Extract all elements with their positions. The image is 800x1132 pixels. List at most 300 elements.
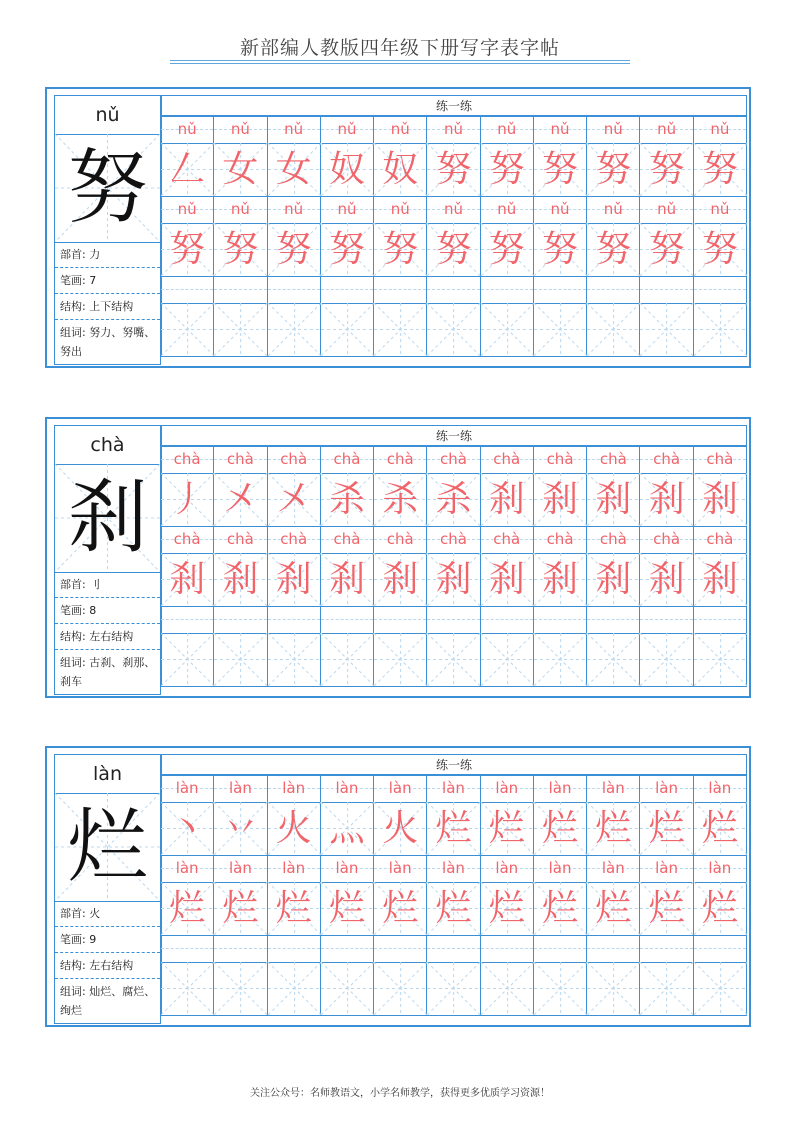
trace-char: 烂 bbox=[595, 888, 632, 929]
blank-practice-cell[interactable] bbox=[587, 962, 640, 1016]
blank-practice-cell[interactable] bbox=[161, 935, 214, 963]
pinyin-text: chà bbox=[440, 450, 467, 468]
blank-practice-cell[interactable] bbox=[427, 962, 480, 1016]
stroke-step-cell bbox=[214, 473, 267, 527]
pinyin-text: nǔ bbox=[550, 200, 570, 218]
pinyin-cell bbox=[481, 196, 534, 224]
trace-cell bbox=[374, 553, 427, 607]
main-character-box bbox=[55, 134, 160, 243]
trace-char: 刹 bbox=[542, 559, 579, 600]
pinyin-cell bbox=[640, 446, 693, 474]
trace-cell bbox=[321, 882, 374, 936]
blank-practice-cell[interactable] bbox=[374, 303, 427, 357]
trace-cell bbox=[481, 882, 534, 936]
character-card bbox=[45, 417, 751, 698]
pinyin-text: nǔ bbox=[603, 200, 623, 218]
character-info-panel bbox=[54, 425, 161, 695]
main-character: 努 bbox=[67, 141, 148, 234]
stroke-step-cell bbox=[481, 802, 534, 856]
blank-practice-cell[interactable] bbox=[161, 276, 214, 304]
info-words bbox=[55, 650, 160, 695]
stroke-step-char: 烂 bbox=[488, 808, 525, 849]
blank-practice-cell[interactable] bbox=[694, 962, 747, 1016]
info-radical-value: 力 bbox=[89, 248, 101, 261]
info-radical bbox=[55, 572, 160, 598]
stroke-step-char: 刹 bbox=[648, 479, 685, 520]
pinyin-cell bbox=[587, 196, 640, 224]
pinyin-text: chà bbox=[280, 450, 308, 468]
pinyin-cell bbox=[694, 775, 747, 803]
stroke-step-cell bbox=[534, 143, 587, 197]
main-pinyin: chà bbox=[55, 426, 160, 465]
stroke-step-char: 杀 bbox=[435, 479, 472, 520]
stroke-step-char: 刹 bbox=[542, 479, 579, 520]
pinyin-cell bbox=[640, 196, 693, 224]
pinyin-text: làn bbox=[601, 859, 625, 877]
practice-panel bbox=[161, 425, 747, 695]
pinyin-text: làn bbox=[388, 859, 412, 877]
blank-practice-cell[interactable] bbox=[587, 303, 640, 357]
stroke-step-cell bbox=[214, 143, 267, 197]
stroke-step-char: 火 bbox=[382, 808, 419, 849]
info-strokes-label: 笔画: bbox=[60, 933, 90, 946]
blank-practice-cell[interactable] bbox=[481, 633, 534, 687]
pinyin-cell bbox=[481, 855, 534, 883]
stroke-step-char: 烂 bbox=[542, 808, 579, 849]
blank-practice-cell[interactable] bbox=[321, 606, 374, 634]
trace-cell bbox=[640, 223, 693, 277]
trace-char: 烂 bbox=[222, 888, 259, 929]
blank-practice-cell[interactable] bbox=[481, 935, 534, 963]
stroke-step-char: 努 bbox=[435, 149, 472, 190]
stroke-step-char: 努 bbox=[701, 149, 738, 190]
stroke-step-cell bbox=[694, 143, 747, 197]
stroke-step-char: 努 bbox=[648, 149, 685, 190]
blank-practice-cell[interactable] bbox=[321, 303, 374, 357]
pinyin-cell bbox=[534, 196, 587, 224]
blank-practice-cell[interactable] bbox=[427, 606, 480, 634]
pinyin-cell bbox=[268, 855, 321, 883]
pinyin-cell bbox=[161, 446, 214, 474]
trace-cell bbox=[161, 882, 214, 936]
info-structure bbox=[55, 953, 160, 979]
stroke-step-char: 女 bbox=[222, 149, 259, 190]
pinyin-cell bbox=[268, 775, 321, 803]
blank-practice-cell[interactable] bbox=[640, 606, 693, 634]
info-structure-value: 左右结构 bbox=[89, 959, 134, 972]
trace-char: 努 bbox=[275, 229, 312, 270]
info-structure-value: 左右结构 bbox=[89, 630, 134, 643]
blank-practice-cell[interactable] bbox=[268, 606, 321, 634]
pinyin-cell bbox=[587, 775, 640, 803]
stroke-step-char: 杀 bbox=[328, 479, 365, 520]
info-radical bbox=[55, 901, 160, 927]
blank-practice-cell[interactable] bbox=[214, 633, 267, 687]
pinyin-cell bbox=[427, 775, 480, 803]
pinyin-text: làn bbox=[335, 779, 359, 797]
trace-char: 烂 bbox=[488, 888, 525, 929]
trace-char: 刹 bbox=[701, 559, 738, 600]
pinyin-text: làn bbox=[495, 859, 519, 877]
stroke-step-char: 烂 bbox=[435, 808, 472, 849]
blank-practice-cell[interactable] bbox=[161, 606, 214, 634]
blank-practice-cell[interactable] bbox=[587, 606, 640, 634]
info-structure bbox=[55, 624, 160, 650]
stroke-step-char: 火 bbox=[275, 808, 312, 849]
main-character-box bbox=[55, 793, 160, 902]
practice-row bbox=[161, 633, 747, 686]
info-radical-label: 部首: bbox=[60, 248, 90, 261]
trace-char: 刹 bbox=[328, 559, 365, 600]
info-strokes bbox=[55, 927, 160, 953]
pinyin-cell bbox=[161, 775, 214, 803]
stroke-step-cell bbox=[268, 473, 321, 527]
practice-heading: 练一练 bbox=[161, 95, 747, 116]
blank-practice-cell[interactable] bbox=[161, 962, 214, 1016]
pinyin-cell bbox=[161, 526, 214, 554]
info-strokes bbox=[55, 268, 160, 294]
pinyin-text: nǔ bbox=[657, 120, 677, 138]
practice-row bbox=[161, 303, 747, 356]
pinyin-cell bbox=[640, 775, 693, 803]
pinyin-text: nǔ bbox=[230, 200, 250, 218]
pinyin-cell bbox=[321, 116, 374, 144]
practice-row bbox=[161, 935, 747, 962]
stroke-step-char: 奴 bbox=[328, 149, 365, 190]
blank-practice-cell[interactable] bbox=[268, 276, 321, 304]
blank-practice-cell[interactable] bbox=[214, 606, 267, 634]
stroke-step-cell bbox=[268, 143, 321, 197]
info-words bbox=[55, 979, 160, 1024]
blank-practice-cell[interactable] bbox=[640, 935, 693, 963]
blank-practice-cell[interactable] bbox=[640, 276, 693, 304]
blank-practice-cell[interactable] bbox=[534, 606, 587, 634]
blank-practice-cell[interactable] bbox=[481, 606, 534, 634]
pinyin-text: nǔ bbox=[550, 120, 570, 138]
blank-practice-cell[interactable] bbox=[214, 935, 267, 963]
pinyin-cell bbox=[694, 855, 747, 883]
stroke-step-cell bbox=[640, 143, 693, 197]
trace-char: 烂 bbox=[542, 888, 579, 929]
stroke-step-cell bbox=[374, 143, 427, 197]
info-words-label: 组词: bbox=[60, 656, 90, 669]
practice-panel bbox=[161, 95, 747, 365]
pinyin-cell bbox=[587, 446, 640, 474]
pinyin-text: nǔ bbox=[497, 120, 517, 138]
pinyin-text: chà bbox=[546, 530, 574, 548]
blank-practice-cell[interactable] bbox=[534, 303, 587, 357]
blank-practice-cell[interactable] bbox=[534, 935, 587, 963]
pinyin-text: nǔ bbox=[177, 120, 197, 138]
stroke-step-char: 刹 bbox=[595, 479, 632, 520]
practice-heading: 练一练 bbox=[161, 754, 747, 775]
stroke-step-cell bbox=[640, 802, 693, 856]
trace-cell bbox=[587, 223, 640, 277]
blank-practice-cell[interactable] bbox=[427, 633, 480, 687]
practice-row bbox=[161, 196, 747, 223]
pinyin-text: làn bbox=[335, 859, 359, 877]
pinyin-cell bbox=[481, 526, 534, 554]
pinyin-text: nǔ bbox=[337, 120, 357, 138]
trace-cell bbox=[268, 223, 321, 277]
trace-cell bbox=[534, 223, 587, 277]
blank-practice-cell[interactable] bbox=[481, 303, 534, 357]
blank-practice-cell[interactable] bbox=[481, 276, 534, 304]
trace-cell bbox=[587, 882, 640, 936]
pinyin-cell bbox=[694, 446, 747, 474]
blank-practice-cell[interactable] bbox=[374, 276, 427, 304]
character-info-panel bbox=[54, 754, 161, 1024]
pinyin-text: chà bbox=[386, 530, 414, 548]
pinyin-cell bbox=[427, 446, 480, 474]
info-structure-label: 结构: bbox=[60, 300, 90, 313]
trace-char: 努 bbox=[701, 229, 738, 270]
blank-practice-cell[interactable] bbox=[374, 606, 427, 634]
blank-practice-cell[interactable] bbox=[640, 962, 693, 1016]
trace-char: 刹 bbox=[488, 559, 525, 600]
trace-char: 努 bbox=[488, 229, 525, 270]
stroke-step-cell bbox=[268, 802, 321, 856]
pinyin-text: nǔ bbox=[443, 120, 463, 138]
blank-practice-cell[interactable] bbox=[321, 962, 374, 1016]
pinyin-cell bbox=[427, 116, 480, 144]
stroke-step-char: 奴 bbox=[382, 149, 419, 190]
blank-practice-cell[interactable] bbox=[374, 962, 427, 1016]
stroke-step-char: 努 bbox=[542, 149, 579, 190]
pinyin-text: làn bbox=[495, 779, 519, 797]
trace-char: 烂 bbox=[169, 888, 206, 929]
blank-practice-cell[interactable] bbox=[268, 935, 321, 963]
pinyin-text: chà bbox=[173, 450, 201, 468]
character-card bbox=[45, 746, 751, 1027]
info-strokes-label: 笔画: bbox=[60, 604, 90, 617]
pinyin-cell bbox=[268, 526, 321, 554]
pinyin-cell bbox=[694, 526, 747, 554]
blank-practice-cell[interactable] bbox=[268, 303, 321, 357]
pinyin-cell bbox=[587, 526, 640, 554]
practice-row bbox=[161, 775, 747, 802]
blank-practice-cell[interactable] bbox=[374, 935, 427, 963]
pinyin-cell bbox=[427, 196, 480, 224]
pinyin-cell bbox=[534, 775, 587, 803]
trace-cell bbox=[214, 553, 267, 607]
blank-practice-cell[interactable] bbox=[534, 962, 587, 1016]
stroke-step-cell bbox=[374, 802, 427, 856]
blank-practice-cell[interactable] bbox=[374, 633, 427, 687]
pinyin-cell bbox=[321, 775, 374, 803]
practice-row bbox=[161, 276, 747, 303]
character-card bbox=[45, 87, 751, 368]
pinyin-cell bbox=[161, 196, 214, 224]
trace-char: 努 bbox=[328, 229, 365, 270]
pinyin-text: chà bbox=[226, 450, 254, 468]
trace-char: 烂 bbox=[648, 888, 685, 929]
pinyin-text: chà bbox=[440, 530, 467, 548]
pinyin-text: nǔ bbox=[230, 120, 250, 138]
blank-practice-cell[interactable] bbox=[481, 962, 534, 1016]
trace-char: 努 bbox=[435, 229, 472, 270]
stroke-step-cell bbox=[374, 473, 427, 527]
pinyin-text: làn bbox=[655, 779, 679, 797]
pinyin-text: nǔ bbox=[710, 120, 730, 138]
pinyin-text: làn bbox=[282, 859, 306, 877]
pinyin-cell bbox=[161, 855, 214, 883]
blank-practice-cell[interactable] bbox=[427, 276, 480, 304]
pinyin-text: làn bbox=[175, 859, 199, 877]
blank-practice-cell[interactable] bbox=[161, 303, 214, 357]
blank-practice-cell[interactable] bbox=[268, 633, 321, 687]
pinyin-cell bbox=[374, 196, 427, 224]
blank-practice-cell[interactable] bbox=[268, 962, 321, 1016]
pinyin-text: nǔ bbox=[390, 120, 410, 138]
trace-char: 刹 bbox=[435, 559, 472, 600]
blank-practice-cell[interactable] bbox=[694, 935, 747, 963]
stroke-step-cell bbox=[694, 473, 747, 527]
trace-char: 努 bbox=[648, 229, 685, 270]
trace-char: 烂 bbox=[275, 888, 312, 929]
pinyin-cell bbox=[374, 855, 427, 883]
stroke-step-cell bbox=[321, 473, 374, 527]
pinyin-text: chà bbox=[653, 530, 681, 548]
main-pinyin: nǔ bbox=[55, 96, 160, 135]
trace-cell bbox=[534, 553, 587, 607]
pinyin-text: làn bbox=[175, 779, 199, 797]
pinyin-text: chà bbox=[546, 450, 574, 468]
info-strokes bbox=[55, 598, 160, 624]
pinyin-text: làn bbox=[228, 859, 252, 877]
blank-practice-cell[interactable] bbox=[321, 276, 374, 304]
page-footer: 关注公众号：名师教语文，小学名师教学，获得更多优质学习资源！ bbox=[250, 1088, 550, 1099]
pinyin-cell bbox=[268, 196, 321, 224]
trace-cell bbox=[214, 223, 267, 277]
trace-cell bbox=[427, 553, 480, 607]
pinyin-cell bbox=[694, 116, 747, 144]
pinyin-cell bbox=[481, 446, 534, 474]
pinyin-cell bbox=[268, 446, 321, 474]
info-words-value: 灿烂、腐烂、绚烂 bbox=[60, 985, 156, 1017]
stroke-step-cell bbox=[321, 802, 374, 856]
stroke-step-cell bbox=[587, 143, 640, 197]
practice-row bbox=[161, 116, 747, 143]
stroke-step-cell bbox=[534, 473, 587, 527]
pinyin-text: làn bbox=[282, 779, 306, 797]
pinyin-cell bbox=[161, 116, 214, 144]
practice-row bbox=[161, 962, 747, 1015]
pinyin-text: làn bbox=[708, 859, 732, 877]
blank-practice-cell[interactable] bbox=[321, 935, 374, 963]
practice-row bbox=[161, 223, 747, 276]
blank-practice-cell[interactable] bbox=[587, 935, 640, 963]
pinyin-text: chà bbox=[706, 450, 734, 468]
pinyin-text: chà bbox=[333, 450, 361, 468]
pinyin-cell bbox=[321, 855, 374, 883]
trace-char: 烂 bbox=[435, 888, 472, 929]
stroke-step-char: 努 bbox=[595, 149, 632, 190]
pinyin-text: nǔ bbox=[337, 200, 357, 218]
trace-char: 烂 bbox=[382, 888, 419, 929]
info-radical-label: 部首: bbox=[60, 578, 90, 591]
pinyin-cell bbox=[481, 775, 534, 803]
info-structure-value: 上下结构 bbox=[89, 300, 134, 313]
stroke-step-char: 灬 bbox=[328, 808, 365, 849]
blank-practice-cell[interactable] bbox=[694, 303, 747, 357]
stroke-step-char: 丿 bbox=[169, 479, 206, 520]
pinyin-cell bbox=[321, 526, 374, 554]
title-rule-top bbox=[170, 60, 630, 61]
info-radical bbox=[55, 242, 160, 268]
trace-cell bbox=[640, 553, 693, 607]
pinyin-text: nǔ bbox=[284, 200, 304, 218]
pinyin-cell bbox=[268, 116, 321, 144]
stroke-step-char: 丶 bbox=[169, 808, 206, 849]
pinyin-cell bbox=[534, 855, 587, 883]
pinyin-cell bbox=[374, 446, 427, 474]
blank-practice-cell[interactable] bbox=[587, 633, 640, 687]
stroke-step-cell bbox=[587, 473, 640, 527]
pinyin-text: chà bbox=[493, 450, 521, 468]
blank-practice-cell[interactable] bbox=[214, 303, 267, 357]
blank-practice-cell[interactable] bbox=[694, 633, 747, 687]
pinyin-text: làn bbox=[655, 859, 679, 877]
blank-practice-cell[interactable] bbox=[534, 633, 587, 687]
pinyin-cell bbox=[534, 446, 587, 474]
trace-cell bbox=[161, 553, 214, 607]
practice-row bbox=[161, 526, 747, 553]
blank-practice-cell[interactable] bbox=[694, 276, 747, 304]
main-character-box bbox=[55, 464, 160, 573]
blank-practice-cell[interactable] bbox=[534, 276, 587, 304]
trace-char: 烂 bbox=[701, 888, 738, 929]
pinyin-text: nǔ bbox=[177, 200, 197, 218]
pinyin-text: làn bbox=[228, 779, 252, 797]
blank-practice-cell[interactable] bbox=[214, 276, 267, 304]
stroke-step-char: 烂 bbox=[701, 808, 738, 849]
trace-char: 努 bbox=[595, 229, 632, 270]
blank-practice-cell[interactable] bbox=[587, 276, 640, 304]
main-character: 刹 bbox=[67, 471, 148, 564]
stroke-step-char: 𠃋 bbox=[169, 149, 206, 190]
info-radical-value: 刂 bbox=[89, 578, 101, 591]
pinyin-cell bbox=[214, 526, 267, 554]
practice-row bbox=[161, 606, 747, 633]
blank-practice-cell[interactable] bbox=[214, 962, 267, 1016]
stroke-step-char: 刹 bbox=[701, 479, 738, 520]
trace-char: 刹 bbox=[275, 559, 312, 600]
blank-practice-cell[interactable] bbox=[694, 606, 747, 634]
pinyin-text: làn bbox=[442, 779, 465, 797]
info-strokes-label: 笔画: bbox=[60, 274, 90, 287]
blank-practice-cell[interactable] bbox=[161, 633, 214, 687]
info-radical-label: 部首: bbox=[60, 907, 90, 920]
blank-practice-cell[interactable] bbox=[427, 303, 480, 357]
trace-char: 努 bbox=[169, 229, 206, 270]
pinyin-text: nǔ bbox=[390, 200, 410, 218]
blank-practice-cell[interactable] bbox=[321, 633, 374, 687]
stroke-step-char: 杀 bbox=[382, 479, 419, 520]
character-info-panel bbox=[54, 95, 161, 365]
blank-practice-cell[interactable] bbox=[427, 935, 480, 963]
trace-cell bbox=[694, 223, 747, 277]
stroke-step-cell bbox=[161, 143, 214, 197]
pinyin-text: chà bbox=[173, 530, 201, 548]
pinyin-text: nǔ bbox=[603, 120, 623, 138]
trace-cell bbox=[587, 553, 640, 607]
pinyin-text: làn bbox=[442, 859, 465, 877]
pinyin-cell bbox=[427, 855, 480, 883]
blank-practice-cell[interactable] bbox=[640, 303, 693, 357]
blank-practice-cell[interactable] bbox=[640, 633, 693, 687]
trace-cell bbox=[427, 882, 480, 936]
